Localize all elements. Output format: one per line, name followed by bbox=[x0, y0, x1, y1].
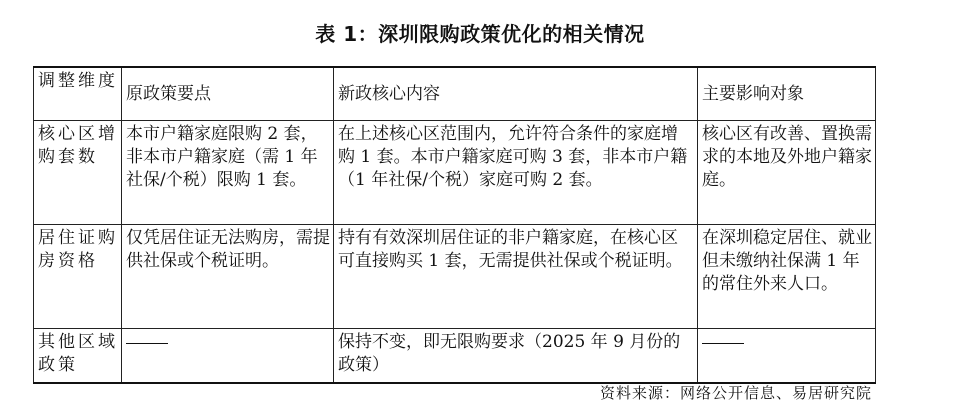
header-impact: 主要影响对象 bbox=[698, 67, 876, 121]
row-dimension: 核心区增购套数 bbox=[34, 121, 122, 225]
row-old-policy-empty bbox=[122, 329, 334, 383]
row-impact-empty bbox=[698, 329, 876, 383]
row-new-policy: 在上述核心区范围内，允许符合条件的家庭增购 1 套。本市户籍家庭可购 3 套，非本市户籍（1 年社保/个税）家庭可购 2 套。 bbox=[334, 121, 698, 225]
table-row bbox=[34, 121, 876, 225]
header-old-policy: 原政策要点 bbox=[122, 67, 334, 121]
header-new-policy: 新政核心内容 bbox=[334, 67, 698, 121]
row-impact: 核心区有改善、置换需求的本地及外地户籍家庭。 bbox=[698, 121, 876, 225]
row-old-policy: 仅凭居住证无法购房，需提供社保或个税证明。 bbox=[122, 225, 334, 329]
header-dimension: 调整维度 bbox=[34, 67, 122, 121]
row-new-policy: 保持不变，即无限购要求（2025 年 9 月份的政策） bbox=[334, 329, 698, 383]
policy-table bbox=[33, 66, 876, 384]
row-new-policy: 持有有效深圳居住证的非户籍家庭，在核心区可直接购买 1 套，无需提供社保或个税证明。 bbox=[334, 225, 698, 329]
empty-dash bbox=[702, 331, 744, 344]
row-old-policy: 本市户籍家庭限购 2 套，非本市户籍家庭（需 1 年社保/个税）限购 1 套。 bbox=[122, 121, 334, 225]
row-impact: 在深圳稳定居住、就业但未缴纳社保满 1 年的常住外来人口。 bbox=[698, 225, 876, 329]
row-dimension: 其他区域政策 bbox=[34, 329, 122, 383]
empty-dash bbox=[126, 331, 168, 344]
table-row bbox=[34, 329, 876, 383]
table-header-row bbox=[34, 67, 876, 121]
table-title: 表 1：深圳限购政策优化的相关情况 bbox=[315, 22, 645, 46]
row-dimension: 居住证购房资格 bbox=[34, 225, 122, 329]
table-row bbox=[34, 225, 876, 329]
source-note: 资料来源：网络公开信息、易居研究院 bbox=[599, 384, 872, 402]
